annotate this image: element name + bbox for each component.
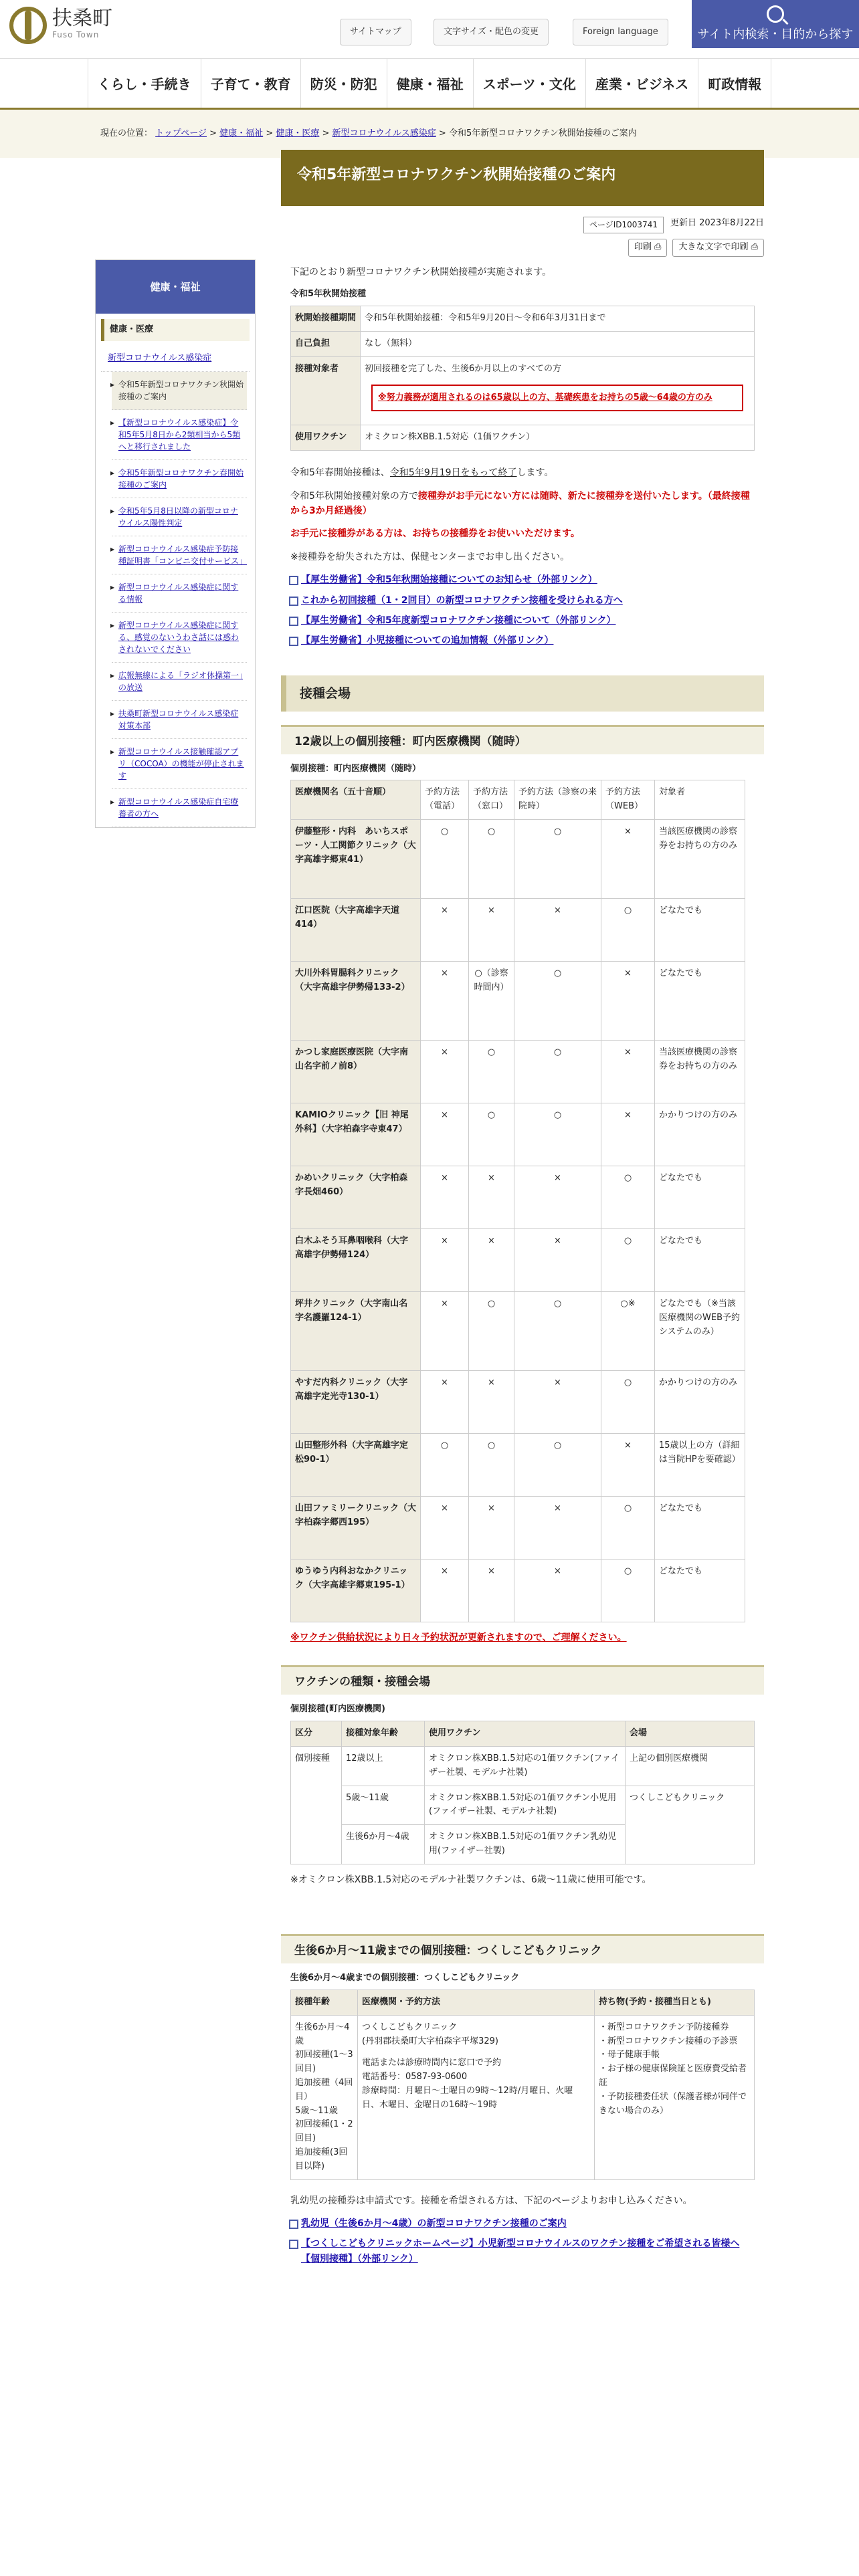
table-row <box>291 1497 745 1560</box>
cell: ○※ <box>601 1292 655 1371</box>
cell: × <box>514 1371 601 1434</box>
cell: × <box>421 1560 469 1622</box>
clinic-name-cell: 坪井クリニック（大字南山名字名護羅124-1） <box>291 1292 421 1371</box>
font-size-button[interactable]: 文字サイズ・配色の変更 <box>434 19 549 45</box>
sidebar-item[interactable]: 【新型コロナウイルス感染症】令和5年5月8日から2類相当から5類へと移行されました <box>118 417 241 451</box>
mhlw-link[interactable]: 【厚生労働省】令和5年秋開始接種についてのお知らせ（外部リンク） <box>301 574 597 586</box>
clinic-name-cell: ゆうゆう内科おなかクリニック（大字高雄字郷東195-1） <box>291 1560 421 1622</box>
cell: × <box>514 1560 601 1622</box>
info-key: 秋開始接種期間 <box>291 306 361 332</box>
cell: × <box>469 1166 514 1229</box>
cell: どなたでも <box>655 962 745 1041</box>
cell: ○ <box>601 1371 655 1434</box>
clinic-name-cell: やすだ内科クリニック（大字高雄字定光寺130-1） <box>291 1371 421 1434</box>
col-header: 予約方法（診察の来院時） <box>514 780 601 820</box>
site-header <box>0 0 859 59</box>
col-header: 会場 <box>626 1721 755 1747</box>
cell: 生後6か月～4歳 <box>342 1825 425 1864</box>
text-part: 令和5年秋開始接種対象の方で <box>290 490 418 502</box>
cell: どなたでも <box>655 1560 745 1622</box>
cell: ○ <box>469 1292 514 1371</box>
clinic-name-cell: 江口医院（大字高雄字天道414） <box>291 899 421 962</box>
print-large-button[interactable] <box>672 239 764 257</box>
col-header: 医療機関・予約方法 <box>358 1990 595 2016</box>
print-large-label: 大きな文字で印刷 <box>678 242 749 253</box>
vaccine-caption: 個別接種(町内医療機関) <box>290 1704 385 1715</box>
col-header: 予約方法（窓口） <box>469 780 514 820</box>
mhlw-child-link[interactable]: 【厚生労働省】小児接種についての追加情報（外部リンク） <box>301 635 554 647</box>
cell: どなたでも <box>655 899 745 962</box>
cell-line: 初回接種(1・2回目) <box>295 2119 353 2144</box>
child-note: 乳幼児の接種券は申請式です。接種を希望される方は、下記のページよりお申し込みください。 <box>290 2195 692 2206</box>
sidebar-item[interactable]: 新型コロナウイルス感染症に関する情報 <box>118 582 239 604</box>
gnav-item[interactable]: スポーツ・文化 <box>473 59 585 108</box>
col-header: 区分 <box>291 1721 342 1747</box>
main-content <box>281 150 764 2272</box>
table-row <box>291 1560 745 1622</box>
breadcrumb-link[interactable]: 健康・医療 <box>276 128 320 138</box>
text-part: 令和5年9月19日をもって終了 <box>389 467 517 479</box>
text-part: 接種券がお手元にない方には随時、新たに接種券を送付いたします。（最終接種から3か月経過後） <box>290 490 750 516</box>
sidebar-item[interactable]: 扶桑町新型コロナウイルス感染症対策本部 <box>118 708 239 730</box>
gnav-item[interactable]: 町政情報 <box>698 59 771 108</box>
cell-line: ・新型コロナワクチン接種の予診票 <box>599 2036 738 2046</box>
table-row <box>291 1041 745 1103</box>
cell: × <box>421 1371 469 1434</box>
info-key: 自己負担 <box>291 331 361 356</box>
cell: × <box>601 1103 655 1166</box>
col-header: 予約方法（WEB） <box>601 780 655 820</box>
cell: ○ <box>514 1041 601 1103</box>
cell: つくしこどもクリニック <box>626 1786 755 1864</box>
table-row <box>291 899 745 962</box>
table-row <box>291 1166 745 1229</box>
venue-heading: 接種会場 <box>281 675 764 712</box>
sidebar-item[interactable]: 新型コロナウイルス感染症に関する、感覚のないうわさ話には惑わされないでください <box>118 620 240 654</box>
breadcrumb: 現在の位置： トップページ > 健康・福祉 > 健康・医療 > 新型コロナウイルス感染症 > 令和5年新型コロナワクチン秋開始接種のご案内 <box>0 110 859 158</box>
cell: かかりつけの方のみ <box>655 1103 745 1166</box>
search-label: サイト内検索・目的から探す <box>697 27 854 41</box>
cell: ○ <box>469 820 514 899</box>
cell: × <box>421 1229 469 1292</box>
cell: × <box>469 1497 514 1560</box>
sidebar-item[interactable]: 新型コロナウイルス感染症予防接種証明書「コンビニ交付サービス」 <box>118 544 248 566</box>
clinic-name-cell: 白木ふそう耳鼻咽喉科（大字高雄字伊勢帰124） <box>291 1229 421 1292</box>
foreign-language-button[interactable]: Foreign language <box>573 19 668 45</box>
vaccine-heading: ワクチンの種類・接種会場 <box>281 1665 764 1695</box>
cell-line: ・予防接種委任状（保護者様が同伴できない場合のみ） <box>599 2091 747 2116</box>
gnav-item[interactable]: 産業・ビジネス <box>585 59 698 108</box>
sidebar-item[interactable]: 広報無線による「ラジオ体操第一」の放送 <box>118 670 244 692</box>
cell-line: 追加接種(3回目以降) <box>295 2147 348 2171</box>
cell: ○ <box>514 962 601 1041</box>
sidebar-item[interactable]: 令和5年5月8日以降の新型コロナウイルス陽性判定 <box>118 506 238 528</box>
sidebar-header[interactable]: 健康・福祉 <box>96 260 255 314</box>
gnav-item[interactable]: 健康・福祉 <box>387 59 473 108</box>
cell: × <box>601 820 655 899</box>
clinic-name-cell: KAMIOクリニック【旧 神尾外科】（大字柏森字寺東47） <box>291 1103 421 1166</box>
breadcrumb-current: 令和5年新型コロナワクチン秋開始接種のご案内 <box>448 128 637 138</box>
cell: × <box>421 1103 469 1166</box>
cell: × <box>469 1371 514 1434</box>
info-value: なし（無料） <box>361 331 755 356</box>
cell: どなたでも <box>655 1497 745 1560</box>
cell: × <box>421 1166 469 1229</box>
cell-line: 初回接種(1～3回目) <box>295 2050 353 2074</box>
gnav-item[interactable]: 子育て・教育 <box>201 59 300 108</box>
cell: 当該医療機関の診察券をお持ちの方のみ <box>655 820 745 899</box>
cell: ○ <box>601 1166 655 1229</box>
infant-vaccine-link[interactable]: 乳幼児（生後6か月～4歳）の新型コロナワクチン接種のご案内 <box>301 2218 567 2229</box>
table-row <box>291 1434 745 1497</box>
child-heading: 生後6か月～11歳までの個別接種：つくしこどもクリニック <box>281 1934 764 1963</box>
col-header: 医療機関名（五十音順） <box>291 780 421 820</box>
cell-line: ・新型コロナワクチン予防接種券 <box>599 2022 729 2032</box>
info-key: 接種対象者 <box>291 356 361 425</box>
table-caption: 令和5年秋開始接種 <box>290 289 367 300</box>
cell: ○ <box>514 820 601 899</box>
cell-line: 電話または診療時間内に窓口で予約 <box>362 2058 502 2068</box>
clinic-name-cell: 山田ファミリークリニック（大字柏森字郷西195） <box>291 1497 421 1560</box>
cell: ○ <box>601 1229 655 1292</box>
col-header: 接種年齢 <box>291 1990 358 2016</box>
printer-icon: ⎙ <box>654 242 662 253</box>
individual-caption: 個別接種：町内医療機関（随時） <box>290 763 421 774</box>
logo-text: 扶桑町 <box>52 7 112 31</box>
town-emblem-icon <box>9 7 47 44</box>
cell-line: 診療時間：月曜日～土曜日の9時～12時/月曜日、火曜日、木曜日、金曜日の16時～19時 <box>362 2086 573 2110</box>
cell-line: (丹羽郡扶桑町大字柏森字平塚329) <box>362 2036 498 2046</box>
gnav-item[interactable]: くらし・手続き <box>88 59 201 108</box>
cell-line: 生後6か月～4歳 <box>295 2022 350 2046</box>
target-note: ※努力義務が適用されるのは65歳以上の方、基礎疾患をお持ちの5歳～64歳の方のみ <box>371 385 743 412</box>
cell: ○（診察時間内） <box>469 962 514 1041</box>
ticket-lost-text: ※接種券を紛失された方は、保健センターまでお申し出ください。 <box>290 551 570 562</box>
col-header: 対象者 <box>655 780 745 820</box>
col-header: 使用ワクチン <box>425 1721 626 1747</box>
clinic-name-cell: かめいクリニック（大字柏森字長畑460） <box>291 1166 421 1229</box>
sitemap-button[interactable]: サイトマップ <box>340 19 411 45</box>
table-row <box>291 1292 745 1371</box>
cell: × <box>469 1560 514 1622</box>
cell: ○ <box>601 1497 655 1560</box>
kubun-cell: 個別接種 <box>291 1747 342 1864</box>
cell: オミクロン株XBB.1.5対応の1価ワクチン小児用(ファイザー社製、モデルナ社製) <box>425 1786 626 1825</box>
site-search-button[interactable] <box>692 0 859 48</box>
cell: ○ <box>421 820 469 899</box>
cell: 当該医療機関の診察券をお持ちの方のみ <box>655 1041 745 1103</box>
breadcrumb-prefix: 現在の位置： <box>100 128 153 138</box>
cell: × <box>514 1166 601 1229</box>
table-row <box>291 1229 745 1292</box>
breadcrumb-link[interactable]: トップページ <box>155 128 207 138</box>
sidebar-item[interactable]: 新型コロナウイルス感染症自宅療養者の方へ <box>118 796 239 819</box>
cell: 5歳～11歳 <box>342 1786 425 1825</box>
cell: ○ <box>601 1560 655 1622</box>
text-part: します。 <box>516 467 554 479</box>
table-row <box>291 1371 745 1434</box>
cell-line: ・母子健康手帳 <box>599 2050 660 2060</box>
cell-line: つくしこどもクリニック <box>362 2022 458 2032</box>
table-row <box>291 1103 745 1166</box>
cell: ○ <box>601 899 655 962</box>
cell: × <box>421 1041 469 1103</box>
cell: × <box>421 899 469 962</box>
clinic-homepage-link[interactable]: 【つくしこどもクリニックホームページ】小児新型コロナウイルスのワクチン接種をご希望される皆様へ【個別接種】（外部リンク） <box>301 2238 740 2264</box>
intro-text: 下記のとおり新型コロナワクチン秋開始接種が実施されます。 <box>290 266 552 278</box>
cell: どなたでも <box>655 1229 745 1292</box>
items-cell <box>595 2015 755 2179</box>
cell: × <box>421 962 469 1041</box>
sidebar-item[interactable]: 令和5年新型コロナワクチン春開始接種のご案内 <box>118 467 244 490</box>
table-row <box>291 962 745 1041</box>
print-label: 印刷 <box>634 242 652 253</box>
cell: × <box>469 899 514 962</box>
supply-note: ※ワクチン供給状況により日々予約状況が更新されますので、ご理解ください。 <box>290 1632 627 1644</box>
cell: × <box>514 899 601 962</box>
vaccine-note: ※オミクロン株XBB.1.5対応のモデルナ社製ワクチンは、6歳～11歳に使用可能です。 <box>290 1874 652 1885</box>
clinic-name-cell: 山田整形外科（大字高雄字定松90-1） <box>291 1434 421 1497</box>
cell: × <box>421 1292 469 1371</box>
clinic-table <box>290 780 745 1622</box>
info-value: オミクロン株XBB.1.5対応（1価ワクチン） <box>361 425 755 451</box>
cell: × <box>601 962 655 1041</box>
global-nav <box>0 59 859 110</box>
clinic-name-cell: 大川外科胃腸科クリニック（大字高雄字伊勢帰133-2） <box>291 962 421 1041</box>
cell: × <box>514 1229 601 1292</box>
cell-line: ・お子様の健康保険証と医療費受給者証 <box>599 2064 747 2088</box>
clinic-name-cell: かつし家庭医療医院（大字南山名字前ノ前8） <box>291 1041 421 1103</box>
sidebar <box>95 259 256 828</box>
print-button[interactable] <box>628 239 668 257</box>
search-icon <box>767 5 784 23</box>
cell: ○ <box>514 1434 601 1497</box>
first-dose-link[interactable]: これから初回接種（1・2回目）の新型コロナワクチン接種を受けられる方へ <box>301 595 623 606</box>
cell: オミクロン株XBB.1.5対応の1価ワクチン(ファイザー社製、モデルナ社製) <box>425 1747 626 1786</box>
child-caption: 生後6か月～4歳までの個別接種：つくしこどもクリニック <box>290 1973 520 1983</box>
page-id: ページID1003741 <box>583 217 664 233</box>
breadcrumb-link[interactable]: 新型コロナウイルス感染症 <box>332 128 436 138</box>
info-value: 初回接種を完了した、生後6か月以上のすべての方 <box>365 363 562 374</box>
clinic-cell <box>358 2015 595 2179</box>
spring-end-text <box>290 465 755 480</box>
cell: 上記の個別医療機関 <box>626 1747 755 1786</box>
cell: × <box>421 1497 469 1560</box>
cell: ○ <box>421 1434 469 1497</box>
sidebar-parent[interactable]: 新型コロナウイルス感染症 <box>108 352 212 363</box>
updated-date: 更新日 2023年8月22日 <box>670 218 764 228</box>
cell-line: 電話番号：0587-93-0600 <box>362 2072 468 2082</box>
cell: オミクロン株XBB.1.5対応の1価ワクチン乳幼児用(ファイザー社製) <box>425 1825 626 1864</box>
cell: ○ <box>469 1434 514 1497</box>
child-table <box>290 1990 755 2180</box>
info-value: 令和5年秋開始接種：令和5年9月20日～令和6年3月31日まで <box>361 306 755 332</box>
individual-heading: 12歳以上の個別接種：町内医療機関（随時） <box>281 725 764 754</box>
age-cell <box>291 2015 358 2179</box>
sidebar-sub[interactable]: 健康・医療 <box>101 319 250 341</box>
sidebar-item-current[interactable]: ▸ 令和5年新型コロナワクチン秋開始接種のご案内 <box>112 372 247 410</box>
ticket-send-text <box>290 489 755 519</box>
page-title: 令和5年新型コロナワクチン秋開始接種のご案内 <box>281 150 764 206</box>
cell: どなたでも（※当該医療機関のWEB予約システムのみ） <box>655 1292 745 1371</box>
cell: ○ <box>514 1292 601 1371</box>
col-header: 持ち物(予約・接種当日とも) <box>595 1990 755 2016</box>
logo-sub: Fuso Town <box>52 30 100 40</box>
col-header: 接種対象年齢 <box>342 1721 425 1747</box>
text-part: 令和5年春開始接種は、 <box>290 467 390 479</box>
ticket-use-text: お手元に接種券がある方は、お持ちの接種券をお使いいただけます。 <box>290 528 580 540</box>
site-logo[interactable] <box>9 7 112 44</box>
cell: × <box>514 1497 601 1560</box>
cell: × <box>601 1434 655 1497</box>
cell: 12歳以上 <box>342 1747 425 1786</box>
cell: ○ <box>514 1103 601 1166</box>
gnav-item[interactable]: 防災・防犯 <box>300 59 387 108</box>
cell: どなたでも <box>655 1166 745 1229</box>
mhlw-link[interactable]: 【厚生労働省】令和5年度新型コロナワクチン接種について（外部リンク） <box>301 615 616 626</box>
cell-line: 5歳～11歳 <box>295 2105 338 2116</box>
col-header: 予約方法（電話） <box>421 780 469 820</box>
clinic-name-cell: 伊藤整形・内科 あいちスポーツ・人工関節クリニック（大字高雄字郷東41） <box>291 820 421 899</box>
cell: × <box>469 1229 514 1292</box>
cell: × <box>601 1041 655 1103</box>
table-row <box>291 820 745 899</box>
info-table <box>290 306 755 451</box>
breadcrumb-link[interactable]: 健康・福祉 <box>219 128 264 138</box>
cell: かかりつけの方のみ <box>655 1371 745 1434</box>
cell-line: 追加接種（4回目） <box>295 2078 353 2102</box>
cell: ○ <box>469 1041 514 1103</box>
cell: 15歳以上の方（詳細は当院HPを要確認） <box>655 1434 745 1497</box>
vaccine-table <box>290 1721 755 1864</box>
printer-icon: ⎙ <box>751 242 758 253</box>
sidebar-item[interactable]: 新型コロナウイルス接触確認アプリ（COCOA）の機能が停止されます <box>118 746 244 780</box>
info-key: 使用ワクチン <box>291 425 361 451</box>
cell: ○ <box>469 1103 514 1166</box>
